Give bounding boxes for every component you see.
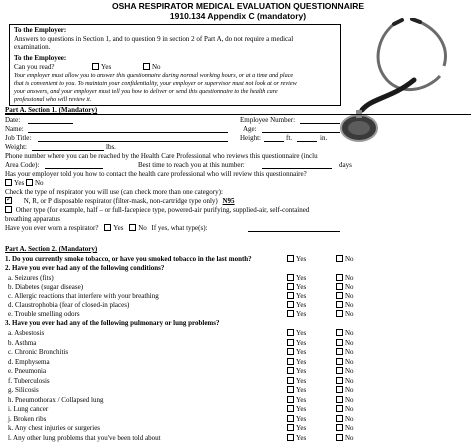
yes-option[interactable]: Yes (287, 367, 306, 375)
respirator-type-field[interactable] (248, 231, 340, 232)
area-code-label: Area Code): (5, 161, 40, 169)
question-item: d. Emphysema (8, 357, 50, 366)
can-read-no[interactable]: No (143, 63, 161, 71)
q1-yes[interactable]: Yes (287, 255, 306, 263)
question-3: 3. Have you ever had any of the following pulmonary or lung problems? (5, 319, 220, 327)
checkbox-icon[interactable] (26, 179, 33, 186)
question-item: k. Any chest injuries or surgeries (8, 424, 101, 432)
yes-option[interactable]: Yes (287, 348, 306, 356)
employer-heading: To the Employer: (14, 26, 67, 34)
checkbox-icon[interactable] (287, 348, 294, 355)
checked-checkbox-icon[interactable]: ✓ (6, 195, 12, 203)
checkbox-icon[interactable] (336, 424, 343, 431)
weight-unit: lbs. (106, 143, 116, 151)
checkbox-icon[interactable] (143, 63, 150, 70)
section2-heading: Part A. Section 2. (Mandatory) (5, 245, 98, 253)
height-inches-field[interactable] (297, 141, 317, 142)
no-option[interactable]: No (336, 386, 354, 394)
question-item: a. Seizures (fits) (8, 274, 54, 282)
yes-option[interactable]: Yes (287, 283, 306, 291)
no-option[interactable]: No (336, 274, 354, 282)
name-label: Name: (5, 125, 24, 133)
yes-option[interactable]: Yes (287, 339, 306, 347)
respirator-option-other-cont: breathing apparatus (5, 215, 61, 223)
employee-number-label: Employee Number: (240, 116, 296, 124)
yes-option[interactable]: Yes (287, 377, 306, 385)
document-subtitle: 1910.134 Appendix C (mandatory) (169, 11, 307, 21)
told-how-question: Has your employer told you how to contact the health care professional who will review this questionnaire? (5, 170, 307, 178)
height-feet-field[interactable] (264, 141, 284, 142)
no-option[interactable]: No (336, 434, 354, 442)
feet-unit: ft. (286, 134, 293, 142)
question-item: i. Lung cancer (8, 405, 49, 413)
no-option[interactable]: No (336, 283, 354, 291)
checkbox-icon[interactable] (336, 358, 343, 365)
yes-option[interactable]: Yes (287, 415, 306, 423)
yes-option[interactable]: Yes (287, 434, 306, 442)
yes-option[interactable]: Yes (287, 424, 306, 432)
employer-text-2: examination. (14, 43, 51, 51)
yes-option[interactable]: Yes (287, 292, 306, 300)
no-option[interactable]: No (336, 329, 354, 337)
age-field[interactable] (262, 132, 340, 133)
checkbox-icon[interactable] (287, 310, 294, 317)
date-field[interactable] (28, 123, 73, 124)
days-label: days (339, 161, 352, 169)
yes-option[interactable]: Yes (287, 274, 306, 282)
checkbox-icon[interactable] (336, 274, 343, 281)
employee-note-2: that is convenient to you. To maintain your confidentiality, your employer or supervisor must not look at or review (14, 80, 297, 87)
best-time-field[interactable] (262, 168, 332, 169)
checkbox-icon[interactable] (287, 405, 294, 412)
respirator-type-question: Check the type of respirator you will use (can check more than one category): (5, 188, 223, 196)
checkbox-icon[interactable] (336, 434, 343, 441)
respirator-option-other[interactable]: Other type (for example, half – or full-facepiece type, powered-air purifying, supplied-air, self-contained (5, 206, 309, 214)
checkbox-icon[interactable] (287, 283, 294, 290)
no-option[interactable]: No (336, 310, 354, 318)
no-option[interactable]: No (336, 301, 354, 309)
checkbox-icon[interactable] (287, 367, 294, 374)
checkbox-icon[interactable] (287, 274, 294, 281)
checkbox-icon[interactable] (92, 63, 99, 70)
checkbox-icon[interactable] (336, 367, 343, 374)
no-option[interactable]: No (336, 424, 354, 432)
checkbox-icon[interactable] (336, 415, 343, 422)
can-read-question: Can you read? (14, 63, 55, 71)
checkbox-icon[interactable] (104, 224, 111, 231)
q1-no[interactable]: No (336, 255, 354, 263)
employee-number-field[interactable] (300, 123, 340, 124)
best-time-label: Best time to reach you at this number: (138, 161, 245, 169)
no-option[interactable]: No (336, 377, 354, 385)
checkbox-icon[interactable] (287, 386, 294, 393)
question-item: e. Trouble smelling odors (8, 310, 80, 318)
checkbox-icon[interactable] (336, 386, 343, 393)
name-field[interactable] (28, 132, 228, 133)
checkbox-icon[interactable] (336, 255, 343, 262)
question-1: 1. Do you currently smoke tobacco, or have you smoked tobacco in the last month? (5, 255, 252, 263)
question-2: 2. Have you ever had any of the following conditions? (5, 264, 165, 272)
checkbox-icon[interactable] (336, 377, 343, 384)
checkbox-icon[interactable] (336, 292, 343, 299)
question-item: h. Pneumothorax / Collapsed lung (8, 395, 104, 404)
employee-note-1: Your employer must allow you to answer this questionnaire during normal working hours, or at a time and place (14, 72, 294, 79)
told-how-answers[interactable]: Yes No (5, 179, 44, 187)
employee-note-4: professional who will review it. (14, 96, 92, 103)
phone-question: Phone number where you can be reached by the Health Care Professional who reviews this questionnaire (inclu (5, 152, 318, 160)
yes-option[interactable]: Yes (287, 386, 306, 394)
checkbox-icon[interactable] (287, 255, 294, 262)
job-title-field[interactable] (38, 141, 228, 142)
respirator-option-disposable[interactable]: ✓ N, R, or P disposable respirator (filter-mask, non-cartridge type only) N95 (6, 195, 235, 205)
checkbox-icon[interactable] (336, 301, 343, 308)
checkbox-icon[interactable] (287, 396, 294, 403)
checkbox-icon[interactable] (287, 292, 294, 299)
no-option[interactable]: No (336, 405, 354, 413)
checkbox-icon[interactable] (336, 329, 343, 336)
yes-option[interactable]: Yes (287, 396, 306, 404)
checkbox-icon[interactable] (5, 206, 12, 213)
yes-option[interactable]: Yes (287, 301, 306, 309)
no-option[interactable]: No (336, 339, 354, 347)
checkbox-icon[interactable] (287, 358, 294, 365)
question-item: a. Asbestosis (8, 329, 45, 337)
checkbox-icon[interactable] (287, 339, 294, 346)
no-option[interactable]: No (336, 396, 354, 404)
question-item: g. Silicosis (8, 386, 39, 394)
weight-label: Weight: (5, 143, 27, 151)
checkbox-icon[interactable] (287, 329, 294, 336)
yes-option[interactable]: Yes (287, 310, 306, 318)
yes-option[interactable]: Yes (287, 358, 306, 366)
question-item: d. Claustrophobia (fear of closed-in places) (8, 301, 130, 309)
checkbox-icon[interactable] (336, 405, 343, 412)
n95-mark: N95 (222, 197, 235, 205)
employee-heading: To the Employee: (14, 54, 67, 62)
weight-field[interactable] (32, 150, 104, 151)
checkbox-icon[interactable] (287, 434, 294, 441)
no-option[interactable]: No (336, 415, 354, 423)
yes-option[interactable]: Yes (287, 405, 306, 413)
checkbox-icon[interactable] (336, 310, 343, 317)
section1-divider (5, 114, 471, 115)
checkbox-icon[interactable] (129, 224, 136, 231)
no-option[interactable]: No (336, 358, 354, 366)
checkbox-icon[interactable] (336, 396, 343, 403)
question-item: c. Chronic Bronchitis (8, 348, 69, 356)
checkbox-icon[interactable] (287, 424, 294, 431)
question-item: b. Asthma (8, 338, 37, 347)
height-label: Height: (240, 134, 261, 142)
checkbox-icon[interactable] (287, 377, 294, 384)
inches-unit: in. (320, 134, 328, 142)
employee-note-3: your answers, and your employer must tell you how to deliver or send this questionnaire to the health care (14, 88, 278, 95)
date-label: Date: (5, 116, 21, 124)
worn-respirator-question: Have you ever worn a respirator? Yes No If yes, what type(s): (5, 224, 208, 232)
age-label: Age: (243, 125, 257, 133)
no-option[interactable]: No (336, 348, 354, 356)
job-title-label: Job Title: (5, 134, 32, 142)
no-option[interactable]: No (336, 292, 354, 300)
employer-text: Answers to questions in Section 1, and to question 9 in section 2 of Part A, do not require a medical (14, 35, 294, 43)
can-read-yes[interactable]: Yes (92, 63, 111, 71)
document-title: OSHA RESPIRATOR MEDICAL EVALUATION QUESTIONNAIRE (111, 1, 365, 11)
checkbox-icon[interactable] (287, 301, 294, 308)
checkbox-icon[interactable] (5, 179, 12, 186)
question-item: b. Diabetes (sugar disease) (8, 283, 84, 291)
question-item: j. Broken ribs (8, 414, 47, 423)
stethoscope-image (332, 18, 472, 158)
phone-field[interactable] (45, 168, 103, 169)
section1-heading: Part A. Section 1. (Mandatory) (5, 106, 98, 114)
question-item: f. Tuberculosis (8, 376, 50, 385)
checkbox-icon[interactable] (336, 339, 343, 346)
question-item: l. Any other lung problems that you've been told about (8, 433, 161, 442)
question-item: c. Allergic reactions that interfere with your breathing (8, 292, 159, 300)
checkbox-icon[interactable] (336, 348, 343, 355)
checkbox-icon[interactable] (336, 283, 343, 290)
yes-option[interactable]: Yes (287, 329, 306, 337)
question-item: e. Pneumonia (8, 367, 47, 375)
no-option[interactable]: No (336, 367, 354, 375)
checkbox-icon[interactable] (287, 415, 294, 422)
